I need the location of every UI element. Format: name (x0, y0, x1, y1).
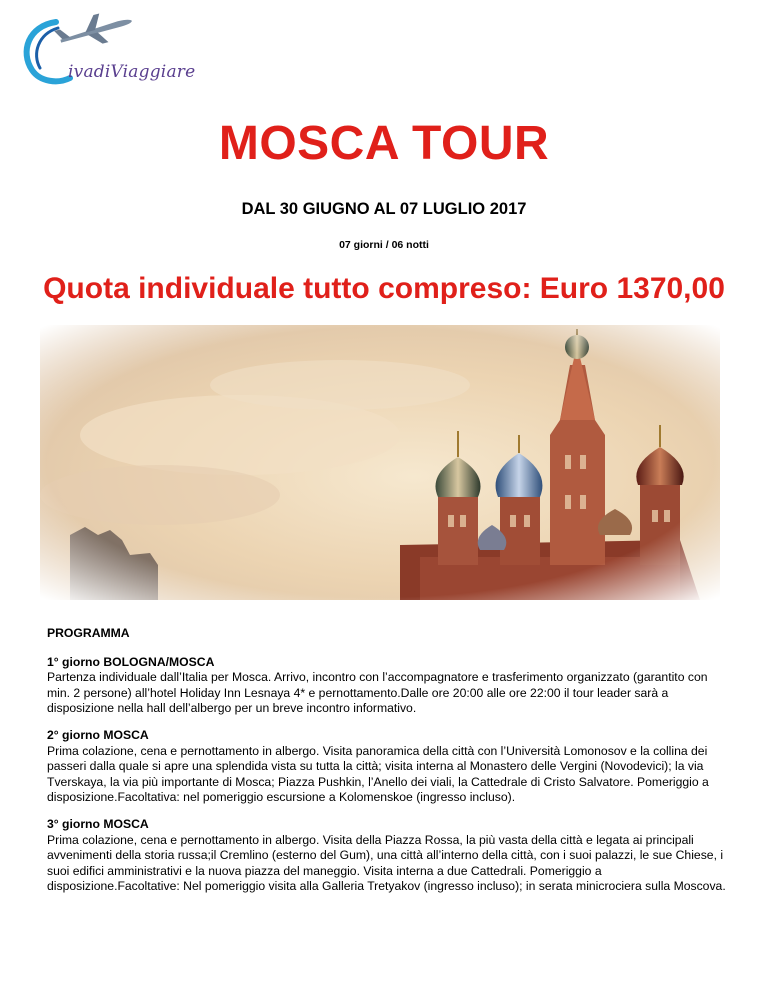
day-title: 1° giorno BOLOGNA/MOSCA (47, 654, 215, 669)
day-1 (47, 655, 727, 717)
day-title: 3° giorno MOSCA (47, 816, 149, 831)
day-title: 2° giorno MOSCA (47, 727, 149, 742)
logo-text: ivadiViaggiare (68, 62, 196, 82)
day-2 (47, 728, 727, 806)
day-text: Prima colazione, cena e pernottamento in albergo. Visita della Piazza Rossa, la più vasta della città e legata ai principali avvenimenti della storia russa;il Cremlino (esterno del Gum), una città all’interno della città, con i suoi palazzi, le sue Chiese, i suoi edifici amministrativi e la nuova piazza del maneggio. Visita interna a due Cattedrali. Pomeriggio a disposizione.Facoltative: Nel pomeriggio visita alla Galleria Tretyakov (ingresso incluso); in serata minicrociera sulla Moscova. (47, 832, 726, 894)
tour-price: Quota individuale tutto compreso: Euro 1370,00 (43, 272, 725, 305)
page-title: MOSCA TOUR (218, 117, 550, 170)
program-section (47, 626, 727, 906)
agency-logo (18, 12, 223, 92)
day-3 (47, 817, 727, 895)
day-text: Prima colazione, cena e pernottamento in albergo. Visita panoramica della città con l’Università Lomonosov e la collina dei passeri dalla quale si apre una splendida vista su tutta la città; visita interna al Monastero delle Vergini (Novodevici); la via Tverskaya, la via più importante di Mosca; Piazza Pushkin, l’Anello dei viali, la Cattedrale di Cristo Salvatore. Pomeriggio a disposizione.Facoltativa: nel pomeriggio escursione a Kolomenskoe (ingresso incluso). (47, 743, 709, 805)
day-text: Partenza individuale dall’Italia per Mosca. Arrivo, incontro con l’accompagnatore e trasferimento organizzato (garantito con min. 2 persone) all’hotel Holiday Inn Lesnaya 4* e pernottamento.Dalle ore 20:00 alle ore 22:00 il tour leader sarà a disposizione nella hall dell’albergo per un breve incontro informativo. (47, 670, 708, 716)
cathedral-photo (40, 325, 720, 600)
tour-dates: DAL 30 GIUGNO AL 07 LUGLIO 2017 (241, 200, 527, 218)
tour-duration: 07 giorni / 06 notti (339, 239, 429, 251)
program-heading: PROGRAMMA (47, 626, 130, 640)
